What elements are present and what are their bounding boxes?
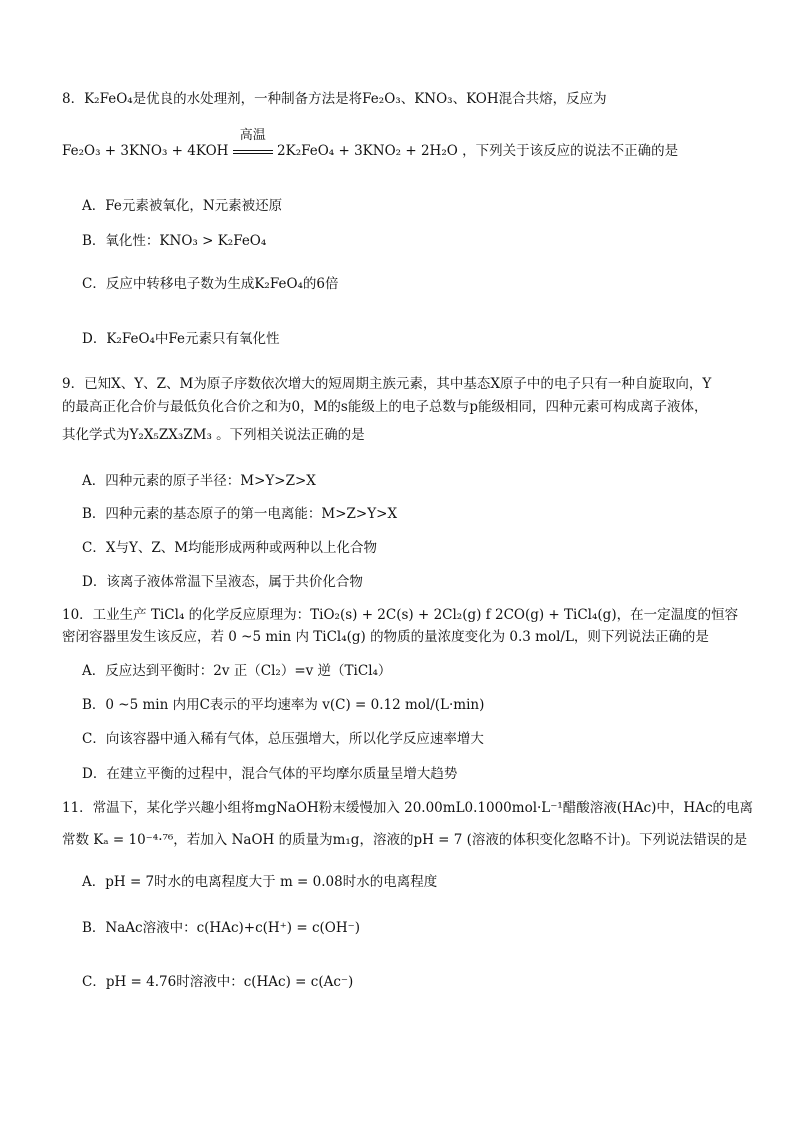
q8-equation-left: Fe₂O₃ + 3KNO₃ + 4KOH — [62, 143, 229, 159]
q8-option-c: C．反应中转移电子数为生成K₂FeO₄的6倍 — [82, 276, 339, 292]
q8-option-a: A．Fe元素被氧化，N元素被还原 — [82, 198, 283, 214]
q8-option-d: D．K₂FeO₄中Fe元素只有氧化性 — [82, 331, 280, 347]
q8-stem-line1: 8．K₂FeO₄是优良的水处理剂，一种制备方法是将Fe₂O₃、KNO₃、KOH混合共熔，反应为 — [62, 91, 607, 107]
q9-option-c: C．X与Y、Z、M均能形成两种或两种以上化合物 — [82, 540, 378, 556]
q9-option-b: B．四种元素的基态原子的第一电离能：M>Z>Y>X — [82, 506, 398, 522]
q8-option-b: B．氧化性：KNO₃ > K₂FeO₄ — [82, 233, 267, 249]
q8-equation-tail: ，下列关于该反应的说法不正确的是 — [462, 143, 679, 159]
q9-stem-line2: 的最高正化合价与最低负化合价之和为0，M的s能级上的电子总数与p能级相同，四种元素可构成离子液体， — [62, 399, 708, 415]
reaction-condition-arrow — [233, 128, 273, 161]
q11-option-b: B．NaAc溶液中：c(HAc)+c(H⁺) = c(OH⁻) — [82, 920, 361, 936]
q10-option-d: D．在建立平衡的过程中，混合气体的平均摩尔质量呈增大趋势 — [82, 766, 458, 782]
q8-equation — [62, 128, 679, 161]
q10-option-c: C．向该容器中通入稀有气体，总压强增大，所以化学反应速率增大 — [82, 731, 484, 747]
q10-stem-line1: 10．工业生产 TiCl₄ 的化学反应原理为：TiO₂(s) + 2C(s) + 2Cl₂(g) f 2CO(g) + TiCl₄(g)，在一定温度的恒容 — [62, 607, 739, 623]
q10-option-a: A．反应达到平衡时：2v 正（Cl₂）=v 逆（TiCl₄） — [82, 663, 392, 679]
q10-option-b: B．0 ~5 min 内用C表示的平均速率为 v(C) = 0.12 mol/(L·min) — [82, 697, 485, 713]
q11-stem-line1: 11．常温下，某化学兴趣小组将mgNaOH粉末缓慢加入 20.00mL0.1000mol·L⁻¹醋酸溶液(HAc)中，HAc的电离 — [62, 800, 754, 816]
equals-arrow-icon — [233, 150, 273, 154]
q9-stem-line3: 其化学式为Y₂X₅ZX₃ZM₃ 。下列相关说法正确的是 — [62, 427, 365, 443]
q9-stem-line1: 9．已知X、Y、Z、M为原子序数依次增大的短周期主族元素，其中基态X原子中的电子只有一种自旋取向，Y — [62, 376, 712, 392]
q9-option-d: D．该离子液体常温下呈液态，属于共价化合物 — [82, 574, 363, 590]
q9-option-a: A．四种元素的原子半径：M>Y>Z>X — [82, 473, 316, 489]
q11-option-c: C．pH = 4.76时溶液中：c(HAc) = c(Ac⁻) — [82, 974, 354, 990]
q11-option-a: A．pH = 7时水的电离程度大于 m = 0.08时水的电离程度 — [82, 874, 438, 890]
q10-stem-line2: 密闭容器里发生该反应，若 0 ~5 min 内 TiCl₄(g) 的物质的量浓度变化为 0.3 mol/L，则下列说法正确的是 — [62, 629, 709, 645]
q11-stem-line2: 常数 Kₐ = 10⁻⁴·⁷⁶，若加入 NaOH 的质量为m₁g，溶液的pH = 7 (溶液的体积变化忽略不计)。下列说法错误的是 — [62, 832, 748, 848]
reaction-condition-label: 高温 — [239, 128, 266, 143]
q8-equation-right: 2K₂FeO₄ + 3KNO₂ + 2H₂O — [277, 143, 458, 159]
